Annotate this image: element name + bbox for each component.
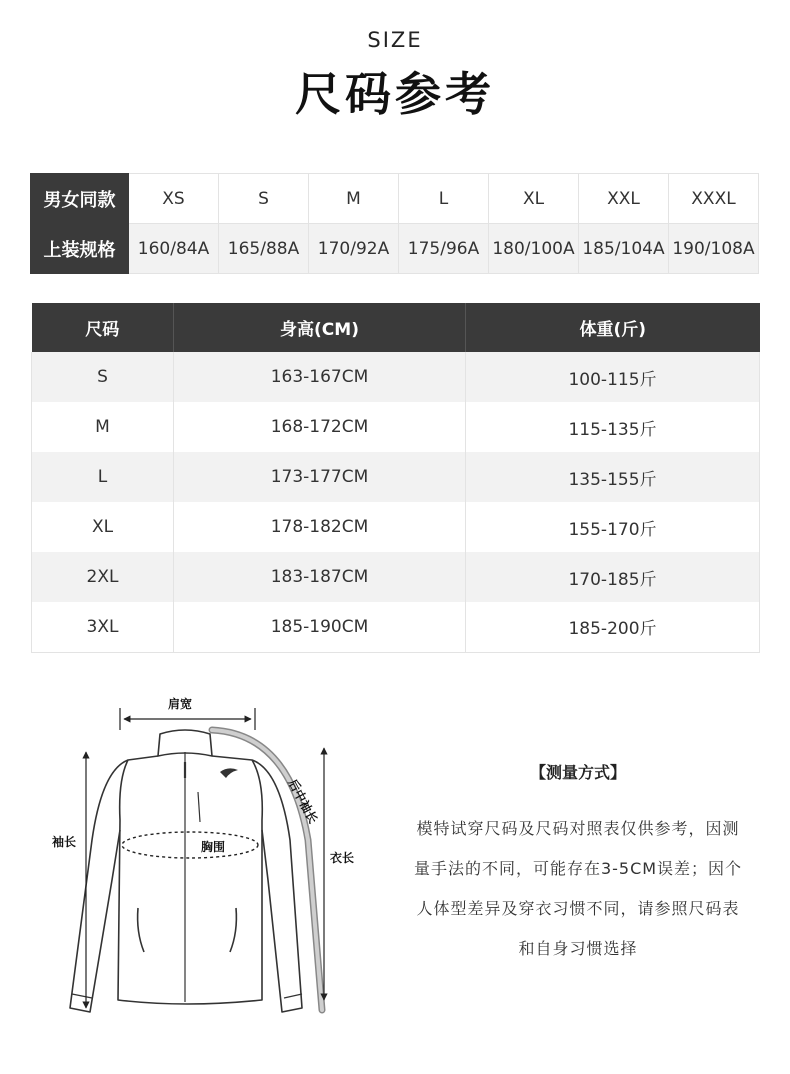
measurement-line: 人体型差异及穿衣习惯不同，请参照尺码表 — [416, 899, 740, 918]
size-value: 3XL — [32, 602, 174, 652]
sleeve-length-measure — [46, 752, 86, 1008]
table-row — [32, 452, 760, 502]
size-value: M — [32, 402, 174, 452]
height-value: 185-190CM — [174, 602, 466, 652]
height-value: 163-167CM — [174, 352, 466, 402]
height-value: 168-172CM — [174, 402, 466, 452]
sleeve-length-label: 袖长 — [51, 835, 77, 849]
size-value: L — [32, 452, 174, 502]
table-row — [32, 602, 760, 652]
weight-value: 135-155斤 — [466, 452, 760, 502]
chest-measure — [122, 832, 258, 858]
weight-value: 100-115斤 — [466, 352, 760, 402]
spec-row — [31, 224, 759, 274]
height-value: 178-182CM — [174, 502, 466, 552]
measurement-notes — [392, 760, 764, 969]
table-row — [32, 402, 760, 452]
spec-cell: 180/100A — [489, 224, 579, 274]
header-weight: 体重(斤) — [466, 303, 760, 352]
size-value: S — [32, 352, 174, 402]
spec-row-label: 上装规格 — [31, 224, 129, 274]
size-cell: L — [399, 174, 489, 224]
measurement-body — [392, 809, 764, 969]
table-row — [32, 502, 760, 552]
shoulder-width-measure — [120, 696, 255, 730]
height-value: 173-177CM — [174, 452, 466, 502]
spec-cell: 170/92A — [309, 224, 399, 274]
back-sleeve-label: 后中袖长 — [285, 776, 321, 826]
weight-value: 185-200斤 — [466, 602, 760, 652]
size-cell: XS — [129, 174, 219, 224]
spec-cell: 190/108A — [669, 224, 759, 274]
shoulder-width-label: 肩宽 — [167, 697, 193, 711]
size-value: 2XL — [32, 552, 174, 602]
size-cell: XXL — [579, 174, 669, 224]
jacket-measurement-diagram — [40, 690, 370, 1030]
weight-value: 170-185斤 — [466, 552, 760, 602]
size-subtitle: SIZE — [367, 28, 423, 52]
height-value: 183-187CM — [174, 552, 466, 602]
spec-cell: 160/84A — [129, 224, 219, 274]
size-cell: S — [219, 174, 309, 224]
body-length-measure — [324, 748, 359, 1000]
size-row-label: 男女同款 — [31, 174, 129, 224]
size-value: XL — [32, 502, 174, 552]
page-title: 尺码参考 — [295, 67, 495, 121]
body-length-label: 衣长 — [329, 851, 355, 865]
measurement-line: 和自身习惯选择 — [518, 939, 638, 958]
header-size: 尺码 — [32, 303, 174, 352]
spec-cell: 175/96A — [399, 224, 489, 274]
jacket-outline — [70, 730, 302, 1012]
size-chart-table — [31, 303, 760, 653]
brand-logo — [220, 768, 238, 778]
weight-value: 115-135斤 — [466, 402, 760, 452]
table-row — [32, 552, 760, 602]
measurement-line: 模特试穿尺码及尺码对照表仅供参考，因测 — [416, 819, 740, 838]
size-cell: XL — [489, 174, 579, 224]
header-height: 身高(CM) — [174, 303, 466, 352]
spec-cell: 165/88A — [219, 224, 309, 274]
weight-value: 155-170斤 — [466, 502, 760, 552]
chest-label: 胸围 — [200, 840, 226, 854]
size-cell: M — [309, 174, 399, 224]
size-mapping-table — [30, 173, 759, 274]
size-row — [31, 174, 759, 224]
size-chart-header — [32, 303, 760, 352]
table-row — [32, 352, 760, 402]
size-cell: XXXL — [669, 174, 759, 224]
spec-cell: 185/104A — [579, 224, 669, 274]
measurement-line: 量手法的不同，可能存在3-5CM误差；因个 — [413, 859, 743, 878]
measurement-title: 【测量方式】 — [529, 763, 626, 782]
page-header — [0, 28, 790, 124]
